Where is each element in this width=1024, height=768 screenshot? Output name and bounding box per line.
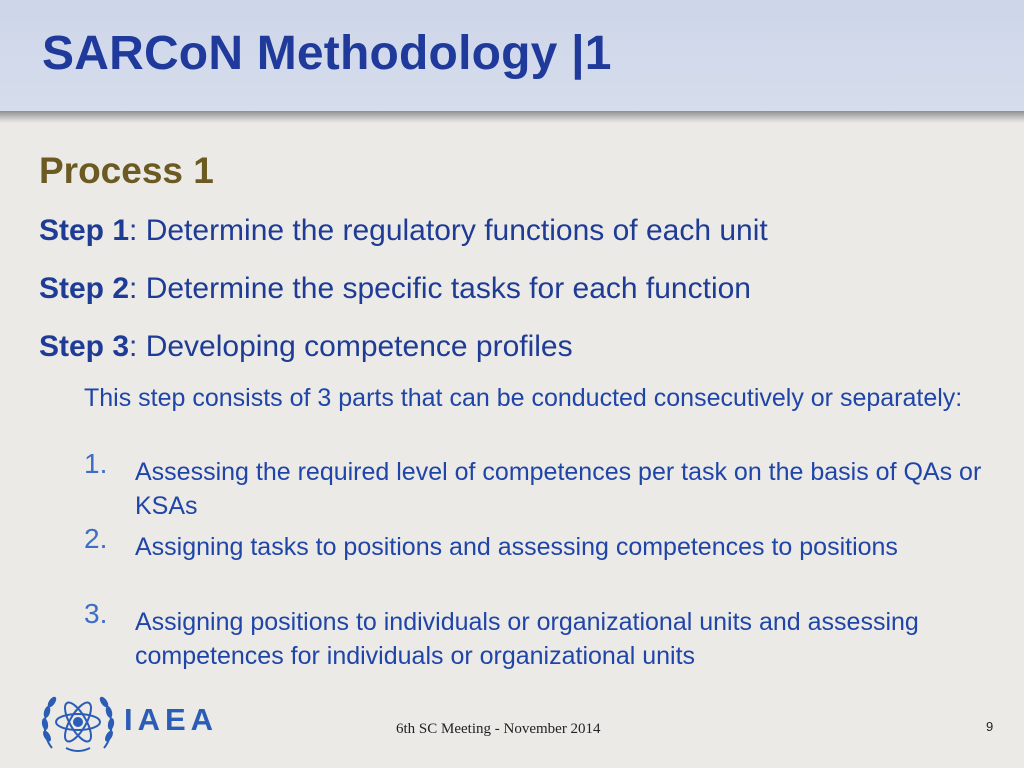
- iaea-logo-text: IAEA: [124, 702, 219, 737]
- iaea-logo-icon: [40, 688, 116, 756]
- step-1: [39, 214, 768, 248]
- step-3: [39, 330, 573, 364]
- step-3-description: This step consists of 3 parts that can be conducted consecutively or separately:: [84, 384, 963, 412]
- part-number-3: 3.: [84, 598, 108, 629]
- step-1-text: : Determine the regulatory functions of each unit: [129, 214, 768, 247]
- part-number-2: 2.: [84, 523, 108, 554]
- part-text-2: Assigning tasks to positions and assessing competences to positions: [135, 533, 898, 561]
- footer-meeting-text: 6th SC Meeting - November 2014: [396, 721, 601, 737]
- part-text-1: Assessing the required level of competences per task on the basis of QAs or KSAs: [135, 458, 982, 520]
- step-2-text: : Determine the specific tasks for each function: [129, 272, 751, 305]
- title-divider: [0, 111, 1024, 123]
- step-1-label: Step 1: [39, 214, 130, 247]
- step-3-text: : Developing competence profiles: [129, 330, 573, 363]
- step-3-label: Step 3: [39, 330, 130, 363]
- section-heading: Process 1: [39, 150, 214, 191]
- step-2-label: Step 2: [39, 272, 130, 305]
- step-2: [39, 272, 751, 306]
- part-text-3: Assigning positions to individuals or organizational units and assessing competences for individuals or organizational units: [135, 608, 919, 670]
- part-number-1: 1.: [84, 448, 108, 479]
- page-number: 9: [986, 719, 994, 734]
- slide-title: SARCoN Methodology |1: [42, 27, 612, 80]
- title-band: [0, 0, 1024, 113]
